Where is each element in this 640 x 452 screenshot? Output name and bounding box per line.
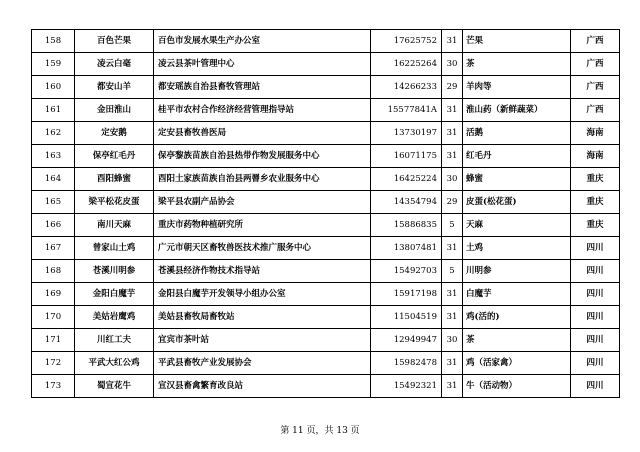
- province-cell: 四川: [571, 352, 620, 375]
- table-row: [32, 283, 620, 306]
- class-cell: 30: [442, 53, 463, 76]
- product-name-cell: 酉阳蜂蜜: [75, 168, 154, 191]
- product-name-cell: 金田淮山: [75, 99, 154, 122]
- records-table: [31, 29, 620, 398]
- goods-cell: 土鸡: [463, 237, 571, 260]
- registrant-cell: 桂平市农村合作经济经营管理指导站: [154, 99, 371, 122]
- province-cell: 广西: [571, 99, 620, 122]
- row-number-cell: 164: [32, 168, 75, 191]
- row-number-cell: 162: [32, 122, 75, 145]
- registrant-cell: 梁平县农副产品协会: [154, 191, 371, 214]
- goods-cell: 蜂蜜: [463, 168, 571, 191]
- registrant-cell: 金阳县白魔芋开发领导小组办公室: [154, 283, 371, 306]
- registration-number-cell: 12949947: [371, 329, 442, 352]
- province-cell: 重庆: [571, 191, 620, 214]
- registrant-cell: 广元市朝天区畜牧兽医技术推广服务中心: [154, 237, 371, 260]
- class-cell: 5: [442, 260, 463, 283]
- row-number-cell: 165: [32, 191, 75, 214]
- registration-number-cell: 15982478: [371, 352, 442, 375]
- table-row: [32, 352, 620, 375]
- class-cell: 30: [442, 168, 463, 191]
- table-row: [32, 30, 620, 53]
- product-name-cell: 苍溪川明参: [75, 260, 154, 283]
- product-name-cell: 美姑岩鹰鸡: [75, 306, 154, 329]
- class-cell: 31: [442, 99, 463, 122]
- row-number-cell: 163: [32, 145, 75, 168]
- goods-cell: 红毛丹: [463, 145, 571, 168]
- registrant-cell: 苍溪县经济作物技术指导站: [154, 260, 371, 283]
- registration-number-cell: 15492321: [371, 375, 442, 398]
- goods-cell: 皮蛋(松花蛋): [463, 191, 571, 214]
- product-name-cell: 金阳白魔芋: [75, 283, 154, 306]
- class-cell: 31: [442, 306, 463, 329]
- goods-cell: 茶: [463, 329, 571, 352]
- class-cell: 31: [442, 283, 463, 306]
- product-name-cell: 蜀宣花牛: [75, 375, 154, 398]
- records-table-body: [32, 30, 620, 398]
- table-row: [32, 145, 620, 168]
- registrant-cell: 百色市发展水果生产办公室: [154, 30, 371, 53]
- product-name-cell: 凌云白毫: [75, 53, 154, 76]
- class-cell: 31: [442, 237, 463, 260]
- product-name-cell: 定安鹅: [75, 122, 154, 145]
- registrant-cell: 宜宾市茶叶站: [154, 329, 371, 352]
- registration-number-cell: 16425224: [371, 168, 442, 191]
- registrant-cell: 宣汉县畜禽繁育改良站: [154, 375, 371, 398]
- registrant-cell: 酉阳土家族苗族自治县两罾乡农业服务中心: [154, 168, 371, 191]
- registration-number-cell: 11504519: [371, 306, 442, 329]
- province-cell: 四川: [571, 260, 620, 283]
- table-row: [32, 191, 620, 214]
- table-row: [32, 76, 620, 99]
- row-number-cell: 173: [32, 375, 75, 398]
- row-number-cell: 160: [32, 76, 75, 99]
- row-number-cell: 170: [32, 306, 75, 329]
- registration-number-cell: 13730197: [371, 122, 442, 145]
- province-cell: 广西: [571, 76, 620, 99]
- province-cell: 重庆: [571, 168, 620, 191]
- table-row: [32, 99, 620, 122]
- registration-number-cell: 16071175: [371, 145, 442, 168]
- province-cell: 四川: [571, 237, 620, 260]
- registration-number-cell: 17625752: [371, 30, 442, 53]
- page-footer: 第 11 页，共 13 页: [280, 426, 360, 436]
- row-number-cell: 158: [32, 30, 75, 53]
- product-name-cell: 川红工夫: [75, 329, 154, 352]
- table-row: [32, 214, 620, 237]
- row-number-cell: 169: [32, 283, 75, 306]
- goods-cell: 活鹅: [463, 122, 571, 145]
- goods-cell: 鸡（活家禽）: [463, 352, 571, 375]
- registrant-cell: 平武县畜牧产业发展协会: [154, 352, 371, 375]
- registration-number-cell: 14266233: [371, 76, 442, 99]
- goods-cell: 牛（活动物）: [463, 375, 571, 398]
- product-name-cell: 梁平松花皮蛋: [75, 191, 154, 214]
- province-cell: 四川: [571, 283, 620, 306]
- row-number-cell: 172: [32, 352, 75, 375]
- province-cell: 重庆: [571, 214, 620, 237]
- table-row: [32, 260, 620, 283]
- row-number-cell: 166: [32, 214, 75, 237]
- registrant-cell: 都安瑶族自治县畜牧管理站: [154, 76, 371, 99]
- table-row: [32, 122, 620, 145]
- goods-cell: 茶: [463, 53, 571, 76]
- class-cell: 31: [442, 375, 463, 398]
- registrant-cell: 保亭黎族苗族自治县热带作物发展服务中心: [154, 145, 371, 168]
- class-cell: 30: [442, 329, 463, 352]
- class-cell: 31: [442, 352, 463, 375]
- province-cell: 四川: [571, 306, 620, 329]
- goods-cell: 白魔芋: [463, 283, 571, 306]
- goods-cell: 芒果: [463, 30, 571, 53]
- goods-cell: 川明参: [463, 260, 571, 283]
- table-row: [32, 237, 620, 260]
- registrant-cell: 定安县畜牧兽医局: [154, 122, 371, 145]
- goods-cell: 羊肉等: [463, 76, 571, 99]
- row-number-cell: 171: [32, 329, 75, 352]
- table-row: [32, 306, 620, 329]
- row-number-cell: 161: [32, 99, 75, 122]
- table-row: [32, 329, 620, 352]
- table-row: [32, 53, 620, 76]
- province-cell: 海南: [571, 145, 620, 168]
- goods-cell: 鸡(活的): [463, 306, 571, 329]
- product-name-cell: 保亭红毛丹: [75, 145, 154, 168]
- province-cell: 四川: [571, 329, 620, 352]
- table-row: [32, 168, 620, 191]
- row-number-cell: 168: [32, 260, 75, 283]
- table-row: [32, 375, 620, 398]
- product-name-cell: 平武大红公鸡: [75, 352, 154, 375]
- registration-number-cell: 15577841A: [371, 99, 442, 122]
- registrant-cell: 凌云县茶叶管理中心: [154, 53, 371, 76]
- province-cell: 海南: [571, 122, 620, 145]
- product-name-cell: 都安山羊: [75, 76, 154, 99]
- registrant-cell: 美姑县畜牧局畜牧站: [154, 306, 371, 329]
- registration-number-cell: 16225264: [371, 53, 442, 76]
- goods-cell: 天麻: [463, 214, 571, 237]
- product-name-cell: 曾家山土鸡: [75, 237, 154, 260]
- row-number-cell: 159: [32, 53, 75, 76]
- product-name-cell: 百色芒果: [75, 30, 154, 53]
- class-cell: 31: [442, 122, 463, 145]
- goods-cell: 淮山药（新鲜蔬菜）: [463, 99, 571, 122]
- class-cell: 31: [442, 145, 463, 168]
- class-cell: 5: [442, 214, 463, 237]
- province-cell: 四川: [571, 375, 620, 398]
- class-cell: 29: [442, 76, 463, 99]
- province-cell: 广西: [571, 53, 620, 76]
- registration-number-cell: 14354794: [371, 191, 442, 214]
- class-cell: 29: [442, 191, 463, 214]
- registration-number-cell: 15917198: [371, 283, 442, 306]
- registration-number-cell: 15492703: [371, 260, 442, 283]
- registration-number-cell: 13807481: [371, 237, 442, 260]
- province-cell: 广西: [571, 30, 620, 53]
- class-cell: 31: [442, 30, 463, 53]
- row-number-cell: 167: [32, 237, 75, 260]
- product-name-cell: 南川天麻: [75, 214, 154, 237]
- registrant-cell: 重庆市药物种植研究所: [154, 214, 371, 237]
- registration-number-cell: 15886835: [371, 214, 442, 237]
